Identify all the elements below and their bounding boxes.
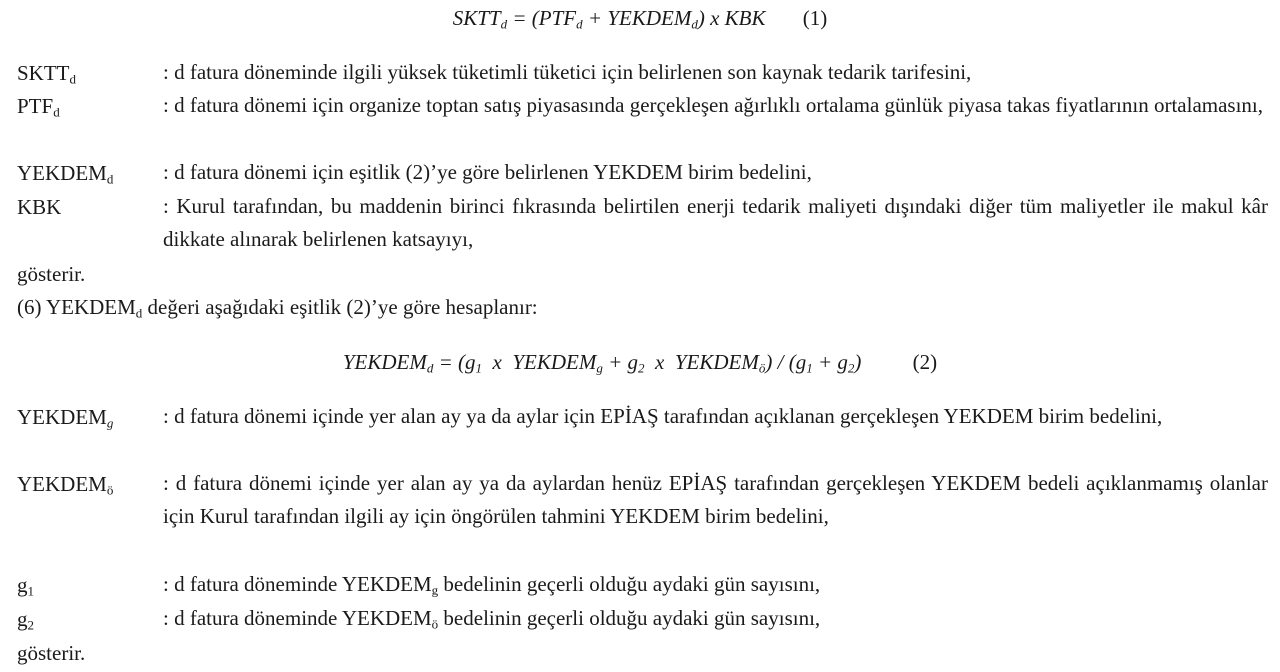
eq1-rhs-mid: + YEKDEM <box>582 6 692 30</box>
eq2-sub: 2 <box>638 360 645 376</box>
def2-symbol-text: g <box>17 573 28 597</box>
def1-symbol-text: PTF <box>17 94 54 118</box>
def1-symbol-text: SKTT <box>17 61 70 85</box>
def2-text-g1 <box>163 568 1268 606</box>
eq2-part: YEKDEM <box>342 350 427 374</box>
eq2-sub: d <box>426 360 434 376</box>
eq1-rhs-sub1: d <box>576 16 583 32</box>
eq1-rhs-open: = (PTF <box>507 6 577 30</box>
eq1-lhs-sub: d <box>500 16 508 32</box>
para6-sub: d <box>135 305 143 321</box>
eq1-rhs-close: ) x KBK <box>697 6 766 30</box>
eq2-sub: ö <box>758 360 766 376</box>
eq2-sub: g <box>596 360 603 376</box>
def1-symbol-kbk <box>17 195 61 220</box>
eq2-part: + g <box>602 350 639 374</box>
def2-text-sub: ö <box>431 616 439 632</box>
def2-symbol-sub: g <box>106 415 114 431</box>
def2-text-pre: : d fatura döneminde YEKDEM <box>163 572 432 596</box>
closing-text-1: gösterir. <box>17 262 86 286</box>
eq1-rhs-sub2: d <box>691 16 698 32</box>
def2-text-post: bedelinin geçerli olduğu aydaki gün sayısını, <box>438 606 821 630</box>
def2-symbol-text: YEKDEM <box>17 472 107 496</box>
eq2-sub: 2 <box>847 360 855 376</box>
eq2-part: x YEKDEM <box>644 350 759 374</box>
def2-symbol-yekdem-g <box>17 405 113 431</box>
def2-symbol-g2 <box>17 607 34 633</box>
def1-symbol-text: YEKDEM <box>17 161 107 185</box>
eq2-part: ) / (g <box>765 350 807 374</box>
def2-symbol-yekdem-o <box>17 472 113 498</box>
equation-2-formula <box>343 350 862 376</box>
def1-symbol-sub: d <box>106 171 114 187</box>
def1-symbol-yekdem <box>17 161 113 187</box>
def2-text-yekdem-g: : d fatura dönemi içinde yer alan ay ya da aylar için EPİAŞ tarafından açıklanan gerçekleşen YEKDEM birim bedelini, <box>163 404 1163 428</box>
eq1-lhs: SKTT <box>452 6 501 30</box>
equation-2-number: (2) <box>912 350 938 374</box>
def1-symbol-ptf <box>17 94 60 120</box>
eq2-part: + g <box>812 350 848 374</box>
def1-text-kbk: : Kurul tarafından, bu maddenin birinci fıkrasında belirtilen enerji tedarik maliyeti dışındaki diğer tüm maliyetler ile makul kâr dikkate alınarak belirlenen katsayıyı, <box>163 194 1268 251</box>
eq2-part: x YEKDEM <box>482 350 597 374</box>
closing-text-2: gösterir. <box>17 641 86 665</box>
def2-text-g2 <box>163 602 1268 640</box>
def2-text-pre: : d fatura döneminde YEKDEM <box>163 606 432 630</box>
def2-text-yekdem-o: : d fatura dönemi içinde yer alan ay ya da aylardan henüz EPİAŞ tarafından gerçekleşen YEKDEM bedeli açıklanmamış olanlar için Kurul tarafından ilgili ay için öngörülen tahmini YEKDEM birim bedelini, <box>163 471 1268 528</box>
def2-symbol-text: YEKDEM <box>17 405 107 429</box>
para6-suffix: değeri aşağıdaki eşitlik (2)’ye göre hesaplanır: <box>142 295 538 319</box>
def2-text-post: bedelinin geçerli olduğu aydaki gün sayısını, <box>438 572 821 596</box>
eq2-sub: 1 <box>475 360 483 376</box>
equation-1-formula <box>453 6 766 32</box>
def2-symbol-g1 <box>17 573 34 599</box>
eq2-part: ) <box>854 350 862 374</box>
def2-symbol-sub: ö <box>106 482 114 498</box>
def1-text-sktt: : d fatura döneminde ilgili yüksek tüketimli tüketici için belirlenen son kaynak tedarik tarifesini, <box>163 60 972 84</box>
def1-symbol-sub: d <box>69 71 77 87</box>
eq2-part: = (g <box>433 350 476 374</box>
def2-symbol-sub: 2 <box>27 617 35 633</box>
paragraph-6 <box>17 295 538 321</box>
def2-text-sub: g <box>431 582 439 598</box>
def2-symbol-text: g <box>17 607 28 631</box>
def1-symbol-sub: d <box>53 104 60 120</box>
def2-symbol-sub: 1 <box>27 583 35 599</box>
equation-2 <box>0 350 1280 376</box>
def1-text-yekdem: : d fatura dönemi için eşitlik (2)’ye göre belirlenen YEKDEM birim bedelini, <box>163 160 812 184</box>
equation-1 <box>0 6 1280 32</box>
para6-prefix: (6) YEKDEM <box>17 295 136 319</box>
equation-1-number: (1) <box>802 6 828 30</box>
def1-symbol-sktt <box>17 61 76 87</box>
eq2-sub: 1 <box>806 360 813 376</box>
def1-symbol-text: KBK <box>17 195 62 219</box>
def1-text-ptf: : d fatura dönemi için organize toptan satış piyasasında gerçekleşen ağırlıklı ortalama günlük piyasa takas fiyatlarının ortalamasını, <box>163 93 1264 117</box>
